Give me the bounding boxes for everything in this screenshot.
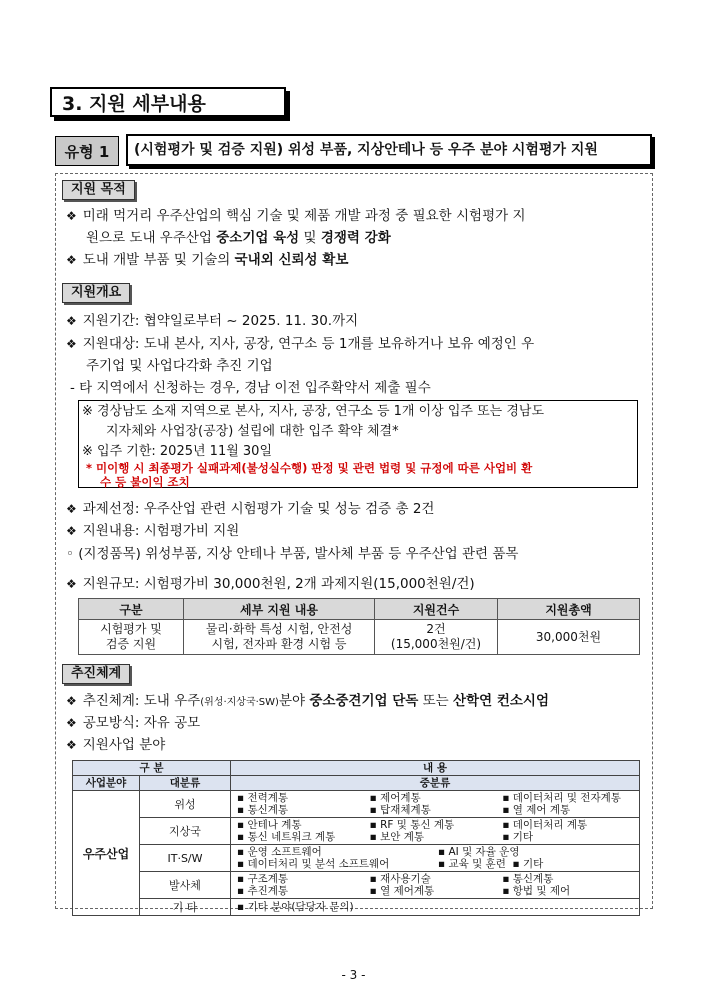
type-title: (시험평가 및 검증 지원) 위성 부품, 지상안테나 등 우주 분야 시험평가 지원 xyxy=(126,134,652,166)
diamond-bullet-icon: ❖ xyxy=(66,314,77,328)
field-header-gubun: 구 분 xyxy=(73,761,231,776)
support-header-category: 구분 xyxy=(79,599,184,620)
notice-line-3: ※ 입주 기한: 2025년 11월 30일 xyxy=(82,444,273,459)
overview-other-region: - 타 지역에서 신청하는 경우, 경남 이전 입주확약서 제출 필수 xyxy=(70,380,431,396)
support-cell-category: 시험평가 및 검증 지원 xyxy=(79,620,184,655)
diamond-bullet-icon: ❖ xyxy=(66,716,77,730)
purpose-line-1: ❖ 미래 먹거리 우주산업의 핵심 기술 및 제품 개발 과정 중 필요한 시험평가 지 xyxy=(66,208,526,224)
field-minor-satellite: ▪ 전력계통 ▪ 제어계통 ▪ 데이터처리 및 전자계통 ▪ 통신계통 ▪ 탑재체계통 ▪ 열 제어 계통 xyxy=(231,791,640,818)
table-row xyxy=(73,818,640,845)
field-major-itsw: IT·S/W xyxy=(140,845,231,872)
overview-label: 지원개요 xyxy=(62,283,130,303)
support-header-count: 지원건수 xyxy=(375,599,498,620)
section-title: 3. 지원 세부내용 xyxy=(50,87,286,117)
overview-target-1: ❖ 지원대상: 도내 본사, 지사, 공장, 연구소 등 1개를 보유하거나 보유 예정인 우 xyxy=(66,336,535,352)
page-number: - 3 - xyxy=(341,968,366,982)
diamond-bullet-icon: ❖ xyxy=(66,337,77,351)
field-minor-launcher: ▪ 구조계통 ▪ 재사용기술 ▪ 통신계통 ▪ 추진계통 ▪ 열 제어계통 ▪ 항법 및 제어 xyxy=(231,872,640,899)
field-header-content: 내 용 xyxy=(231,761,640,776)
field-major-launcher: 발사체 xyxy=(140,872,231,899)
diamond-bullet-icon: ❖ xyxy=(66,524,77,538)
type-badge: 유형 1 xyxy=(55,136,119,166)
table-row xyxy=(79,620,640,655)
field-header-minor: 중분류 xyxy=(231,776,640,791)
field-minor-ground: ▪ 안테나 계통 ▪ RF 및 통신 계통 ▪ 데이터처리 계통 ▪ 통신 네트워크 계통 ▪ 보안 계통 ▪ 기타 xyxy=(231,818,640,845)
promotion-label: 추진체계 xyxy=(62,664,130,684)
support-cell-total: 30,000천원 xyxy=(498,620,640,655)
diamond-bullet-icon: ❖ xyxy=(66,738,77,752)
field-minor-itsw: ▪ 운영 소프트웨어 ▪ AI 및 자율 운영 ▪ 데이터처리 및 분석 소프트웨어 ▪ 교육 및 훈련 ▪ 기타 xyxy=(231,845,640,872)
field-minor-other: ▪ 기타 분야(담당자 문의) xyxy=(231,899,640,916)
overview-scale: ❖ 지원규모: 시험평가비 30,000천원, 2개 과제지원(15,000천원/건) xyxy=(66,576,475,592)
diamond-bullet-icon: ❖ xyxy=(66,253,77,267)
notice-line-1: ※ 경상남도 소재 지역으로 본사, 지사, 공장, 연구소 등 1개 이상 입주 또는 경남도 xyxy=(82,404,545,419)
support-cell-count: 2건 (15,000천원/건) xyxy=(375,620,498,655)
overview-period: ❖ 지원기간: 협약일로부터 ~ 2025. 11. 30.까지 xyxy=(66,313,359,329)
diamond-bullet-icon: ❖ xyxy=(66,209,77,223)
overview-designated: ◦ (지정품목) 위성부품, 지상 안테나 부품, 발사체 부품 등 우주산업 관련 품목 xyxy=(66,546,519,562)
support-header-total: 지원총액 xyxy=(498,599,640,620)
support-cell-detail: 물리·화학 특성 시험, 안전성 시험, 전자파 환경 시험 등 xyxy=(184,620,375,655)
field-header-major: 대분류 xyxy=(140,776,231,791)
table-row xyxy=(73,872,640,899)
support-table xyxy=(78,598,640,655)
support-header-detail: 세부 지원 내용 xyxy=(184,599,375,620)
table-row xyxy=(73,845,640,872)
diamond-bullet-icon: ❖ xyxy=(66,577,77,591)
field-header-field: 사업분야 xyxy=(73,776,140,791)
table-row xyxy=(73,791,640,818)
diamond-bullet-icon: ❖ xyxy=(66,694,77,708)
field-major-ground: 지상국 xyxy=(140,818,231,845)
purpose-line-2: 원으로 도내 우주산업 중소기업 육성 및 경쟁력 강화 xyxy=(86,230,391,246)
notice-line-2: 지자체와 사업장(공장) 설립에 대한 입주 확약 체결* xyxy=(106,424,399,439)
purpose-line-3: ❖ 도내 개발 부품 및 기술의 국내외 신뢰성 확보 xyxy=(66,252,349,268)
promotion-method: ❖ 공모방식: 자유 공모 xyxy=(66,715,201,731)
overview-content: ❖ 지원내용: 시험평가비 지원 xyxy=(66,523,240,539)
field-cell-space: 우주산업 xyxy=(73,791,140,916)
promotion-field: ❖ 지원사업 분야 xyxy=(66,737,166,753)
field-major-other: 기 타 xyxy=(140,899,231,916)
overview-selection: ❖ 과제선정: 우주산업 관련 시험평가 기술 및 성능 검증 총 2건 xyxy=(66,501,435,517)
notice-warning-2: 수 등 불이익 조치 xyxy=(100,475,190,489)
overview-target-2: 주기업 및 사업다각화 추진 기업 xyxy=(86,358,273,374)
field-table xyxy=(72,760,640,916)
promotion-system: ❖ 추진체계: 도내 우주(위성·지상국·SW)분야 중소중견기업 단독 또는 산학연 컨소시엄 xyxy=(66,693,550,709)
purpose-label: 지원 목적 xyxy=(62,180,135,200)
table-row xyxy=(73,899,640,916)
notice-warning-1: * 미이행 시 최종평가 실패과제(불성실수행) 판정 및 관련 법령 및 규정에 따른 사업비 환 xyxy=(86,461,533,475)
diamond-bullet-icon: ❖ xyxy=(66,502,77,516)
field-major-satellite: 위성 xyxy=(140,791,231,818)
